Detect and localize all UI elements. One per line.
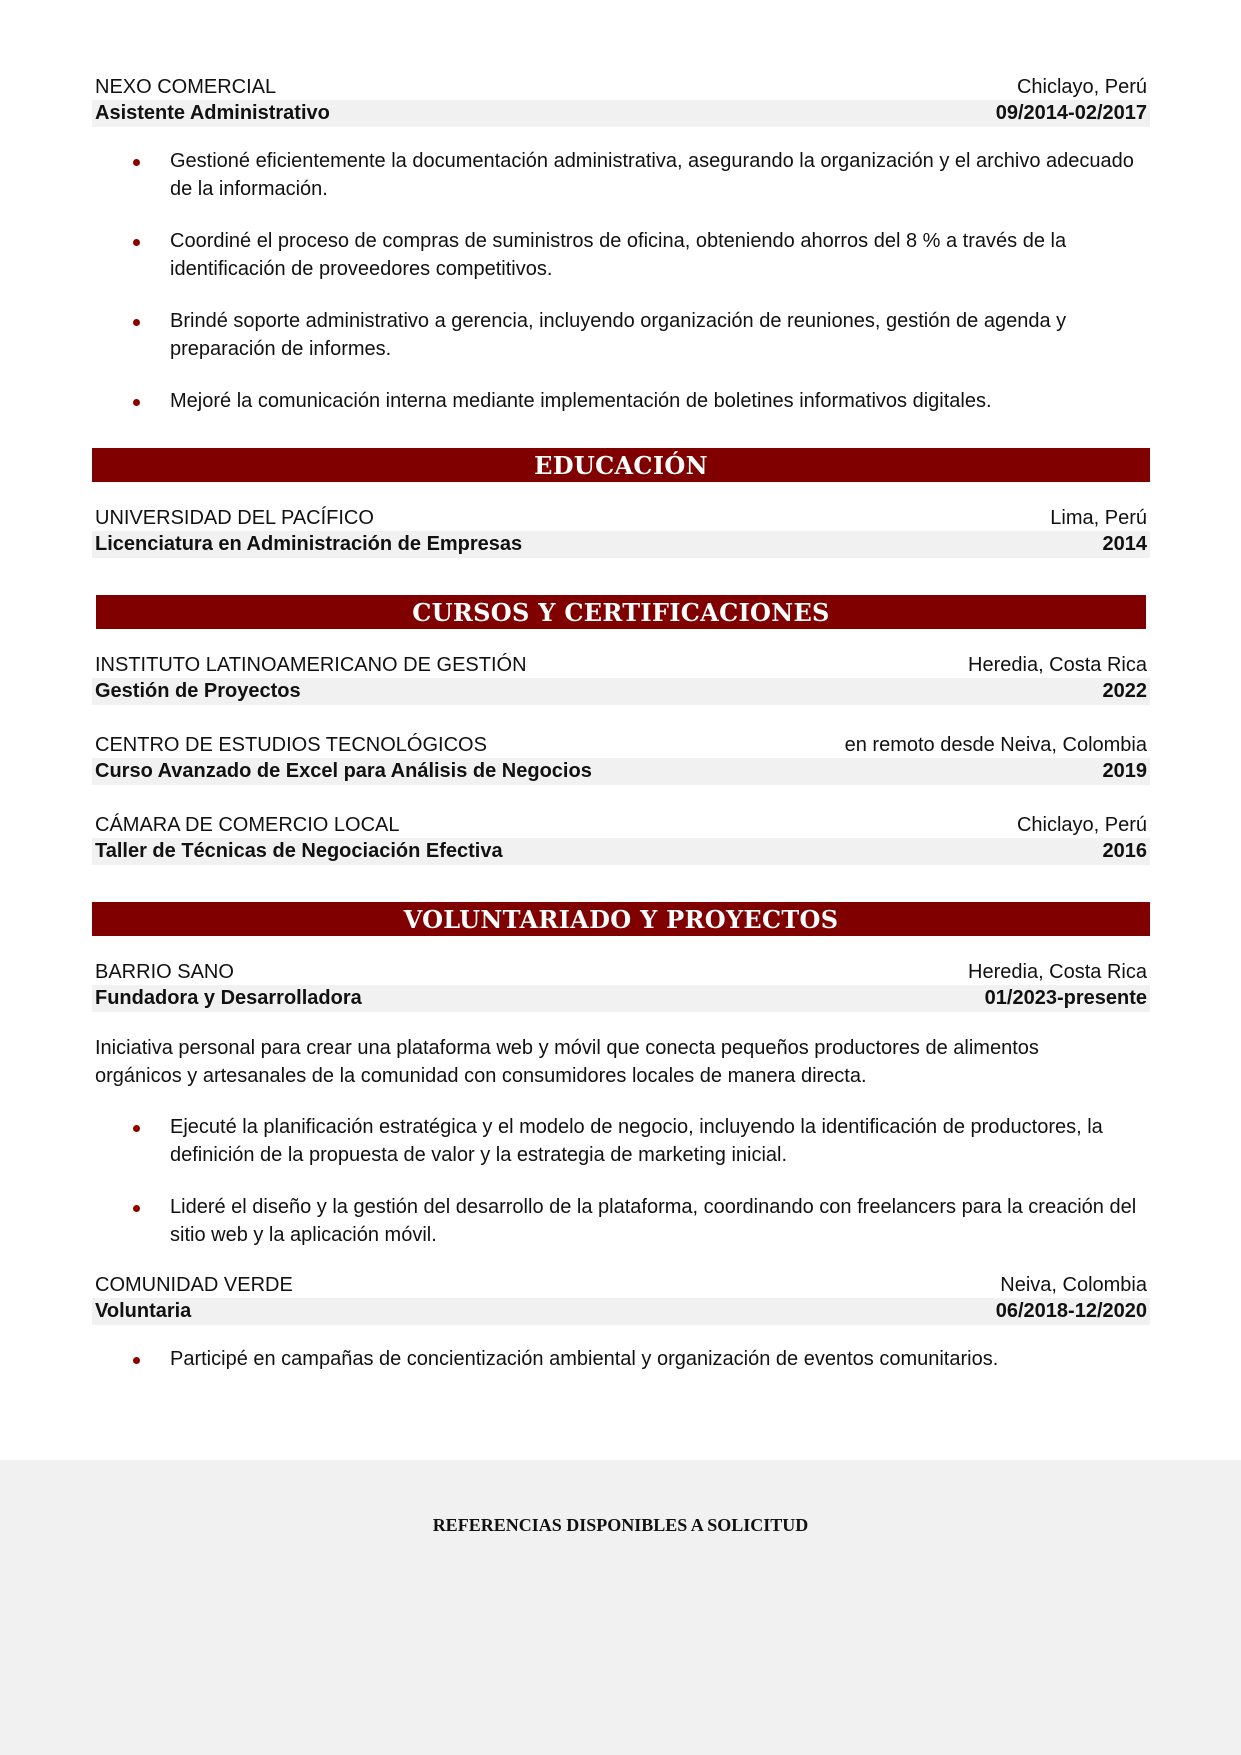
courses-heading: CURSOS Y CERTIFICACIONES — [96, 595, 1146, 629]
course-org: CENTRO DE ESTUDIOS TECNOLÓGICOS — [95, 734, 487, 756]
references-note: REFERENCIAS DISPONIBLES A SOLICITUD — [432, 1515, 809, 1535]
course-title: Curso Avanzado de Excel para Análisis de Negocios — [95, 760, 592, 782]
volunteer-entry-header — [92, 959, 1150, 1012]
course-year: 2022 — [1102, 680, 1147, 702]
course-year: 2016 — [1102, 840, 1147, 862]
resume-page — [92, 74, 1150, 1373]
experience-entry-header — [92, 74, 1150, 127]
footer — [0, 1460, 1241, 1755]
list-item: Mejoré la comunicación interna mediante implementación de boletines informativos digitales. — [92, 387, 1150, 415]
course-location: Chiclayo, Perú — [1016, 814, 1147, 836]
list-item: Participé en campañas de concientización ambiental y organización de eventos comunitarios. — [92, 1345, 1150, 1373]
course-entry-header — [92, 812, 1150, 865]
volunteer-org: COMUNIDAD VERDE — [95, 1274, 293, 1296]
course-location: Heredia, Costa Rica — [968, 654, 1147, 676]
course-title: Gestión de Proyectos — [95, 680, 301, 702]
education-degree: Licenciatura en Administración de Empresas — [95, 533, 523, 555]
experience-location: Chiclayo, Perú — [1016, 76, 1147, 98]
volunteer-role: Fundadora y Desarrolladora — [95, 987, 362, 1009]
experience-dates: 09/2014-02/2017 — [995, 102, 1147, 124]
volunteer-entry-header — [92, 1272, 1150, 1325]
course-title: Taller de Técnicas de Negociación Efectiva — [95, 840, 503, 862]
experience-org-row — [92, 74, 1150, 100]
experience-org: NEXO COMERCIAL — [95, 76, 277, 98]
course-entry-header — [92, 652, 1150, 705]
education-org-row — [92, 505, 1150, 531]
volunteer-org-row — [92, 959, 1150, 985]
education-heading: EDUCACIÓN — [92, 448, 1150, 482]
experience-role-row — [92, 100, 1150, 127]
course-org-row — [92, 652, 1150, 678]
education-year: 2014 — [1102, 533, 1147, 555]
course-org: INSTITUTO LATINOAMERICANO DE GESTIÓN — [95, 654, 527, 676]
volunteer-dates: 01/2023-presente — [984, 987, 1147, 1009]
list-item: Coordiné el proceso de compras de suministros de oficina, obteniendo ahorros del 8 % a través de la identificación de proveedores competitivos. — [92, 227, 1150, 283]
volunteer-location: Heredia, Costa Rica — [968, 961, 1147, 983]
volunteer-org: BARRIO SANO — [95, 961, 234, 983]
course-org-row — [92, 812, 1150, 838]
course-title-row — [92, 838, 1150, 865]
volunteer-dates: 06/2018-12/2020 — [995, 1300, 1147, 1322]
course-title-row — [92, 758, 1150, 785]
course-org: CÁMARA DE COMERCIO LOCAL — [95, 814, 400, 836]
course-org-row — [92, 732, 1150, 758]
volunteer-location: Neiva, Colombia — [1000, 1274, 1147, 1296]
list-item: Brindé soporte administrativo a gerencia, incluyendo organización de reuniones, gestión de agenda y preparación de informes. — [92, 307, 1150, 363]
volunteer-heading: VOLUNTARIADO Y PROYECTOS — [92, 902, 1150, 936]
list-item: Lideré el diseño y la gestión del desarrollo de la plataforma, coordinando con freelancers para la creación del sitio web y la aplicación móvil. — [92, 1193, 1150, 1249]
education-degree-row — [92, 531, 1150, 558]
course-location: en remoto desde Neiva, Colombia — [844, 734, 1147, 756]
volunteer-role-row — [92, 985, 1150, 1012]
volunteer-role-row — [92, 1298, 1150, 1325]
volunteer-org-row — [92, 1272, 1150, 1298]
experience-role: Asistente Administrativo — [95, 102, 330, 124]
education-org: UNIVERSIDAD DEL PACÍFICO — [95, 507, 374, 529]
course-entry-header — [92, 732, 1150, 785]
course-title-row — [92, 678, 1150, 705]
education-entry-header — [92, 505, 1150, 558]
volunteer-description: Iniciativa personal para crear una plataforma web y móvil que conecta pequeños productores de alimentos orgánicos y artesanales de la comunidad con consumidores locales de manera directa. — [95, 1037, 1039, 1087]
list-item: Gestioné eficientemente la documentación administrativa, asegurando la organización y el archivo adecuado de la información. — [92, 147, 1150, 203]
list-item: Ejecuté la planificación estratégica y el modelo de negocio, incluyendo la identificación de productores, la definición de la propuesta de valor y la estrategia de marketing inicial. — [92, 1113, 1150, 1169]
experience-bullets — [92, 147, 1150, 415]
volunteer-bullets — [92, 1345, 1150, 1373]
volunteer-role: Voluntaria — [95, 1300, 192, 1322]
course-year: 2019 — [1102, 760, 1147, 782]
education-location: Lima, Perú — [1050, 507, 1147, 529]
volunteer-bullets — [92, 1113, 1150, 1249]
